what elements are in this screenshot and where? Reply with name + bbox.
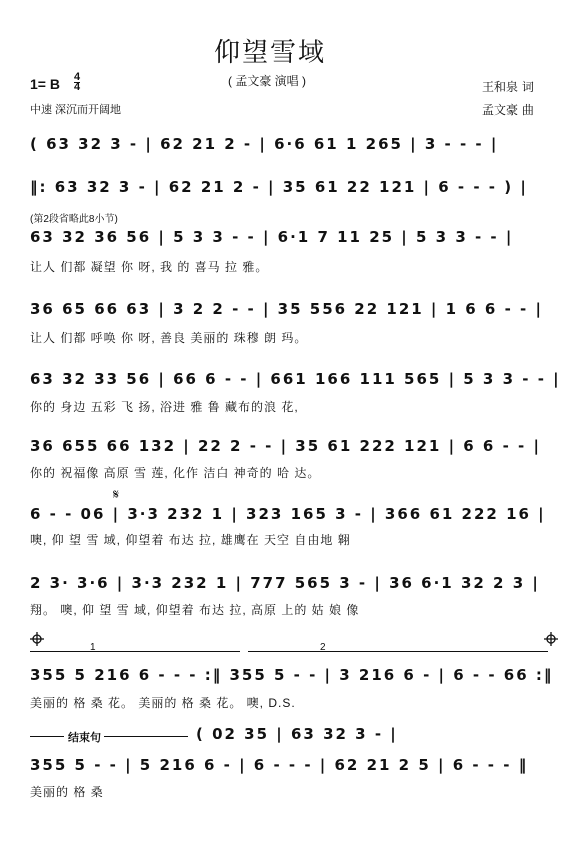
- lyric-line-7: 噢, 仰 望 雪 域, 仰望着 布达 拉, 雄鹰在 天空 自由地 翱: [30, 533, 351, 547]
- score-line-9: 355 5 216 6 - - - :‖ 355 5 - - | 3 216 6 - | 6 - - 66 :‖: [30, 666, 554, 684]
- lyric-line-3: 让人 们都 凝望 你 呀, 我 的 喜马 拉 雅。: [30, 260, 269, 274]
- key-signature: 1= B: [30, 76, 60, 92]
- score-line-2: ‖: 63 32 3 - | 62 21 2 - | 35 61 22 121 | 6 - - - ) |: [30, 178, 528, 196]
- volta-1-label: 1: [90, 642, 96, 653]
- volta-2-bracket: [248, 651, 548, 652]
- score-line-6: 36 655 66 132 | 22 2 - - | 35 61 222 121 | 6 6 - - |: [30, 437, 541, 455]
- volta-1-bracket: [30, 651, 240, 652]
- lyric-line-8: 翔。 噢, 仰 望 雪 域, 仰望着 布达 拉, 高原 上的 姑 娘 像: [30, 603, 360, 617]
- score-line-3: 63 32 36 56 | 5 3 3 - - | 6·1 7 11 25 | 5 3 3 - - |: [30, 228, 514, 246]
- ending-bracket-right: [104, 736, 188, 737]
- score-line-10-top: ( 02 35 | 63 32 3 - |: [196, 725, 398, 743]
- composer-credit: 孟文豪 曲: [482, 103, 534, 117]
- ending-label: 结束句: [68, 732, 101, 744]
- ending-bracket-left: [30, 736, 64, 737]
- score-line-10: 355 5 - - | 5 216 6 - | 6 - - - | 62 21 2 5 | 6 - - - ‖: [30, 756, 529, 774]
- lyric-line-10: 美丽的 格 桑: [30, 785, 104, 799]
- coda-icon: [544, 632, 558, 651]
- score-line-4: 36 65 66 63 | 3 2 2 - - | 35 556 22 121 | 1 6 6 - - |: [30, 300, 543, 318]
- lyric-line-4: 让人 们都 呼唤 你 呀, 善良 美丽的 珠穆 朗 玛。: [30, 331, 308, 345]
- time-signature: [74, 73, 80, 92]
- repeat-note: (第2段省略此8小节): [30, 214, 118, 225]
- singer-credit: ( 孟文豪 演唱 ): [228, 74, 306, 88]
- score-line-intro: ( 63 32 3 - | 62 21 2 - | 6·6 61 1 265 | 3 - - - |: [30, 135, 499, 153]
- volta-2-label: 2: [320, 642, 326, 653]
- segno-icon: 𝄋: [113, 486, 120, 502]
- lyric-line-5: 你的 身边 五彩 飞 扬, 浴进 雅 鲁 藏布的浪 花,: [30, 400, 299, 414]
- tempo-marking: 中速 深沉而开阔地: [30, 104, 122, 116]
- lyricist-credit: 王和泉 词: [482, 80, 534, 94]
- score-line-7: 6 - - 06 | 3·3 232 1 | 323 165 3 - | 366 61 222 16 |: [30, 505, 546, 523]
- lyric-line-6: 你的 祝福像 高原 雪 莲, 化作 洁白 神奇的 哈 达。: [30, 466, 321, 480]
- lyric-line-9: 美丽的 格 桑 花。 美丽的 格 桑 花。 噢, D.S.: [30, 696, 296, 710]
- score-line-8: 2 3· 3·6 | 3·3 232 1 | 777 565 3 - | 36 6·1 32 2 3 |: [30, 574, 540, 592]
- page-title: 仰望雪域: [214, 38, 327, 68]
- score-line-5: 63 32 33 56 | 66 6 - - | 661 166 111 565 | 5 3 3 - - |: [30, 370, 561, 388]
- meter-bottom: 4: [74, 81, 81, 93]
- coda-icon: [30, 632, 44, 651]
- meter-top: 4: [74, 71, 81, 83]
